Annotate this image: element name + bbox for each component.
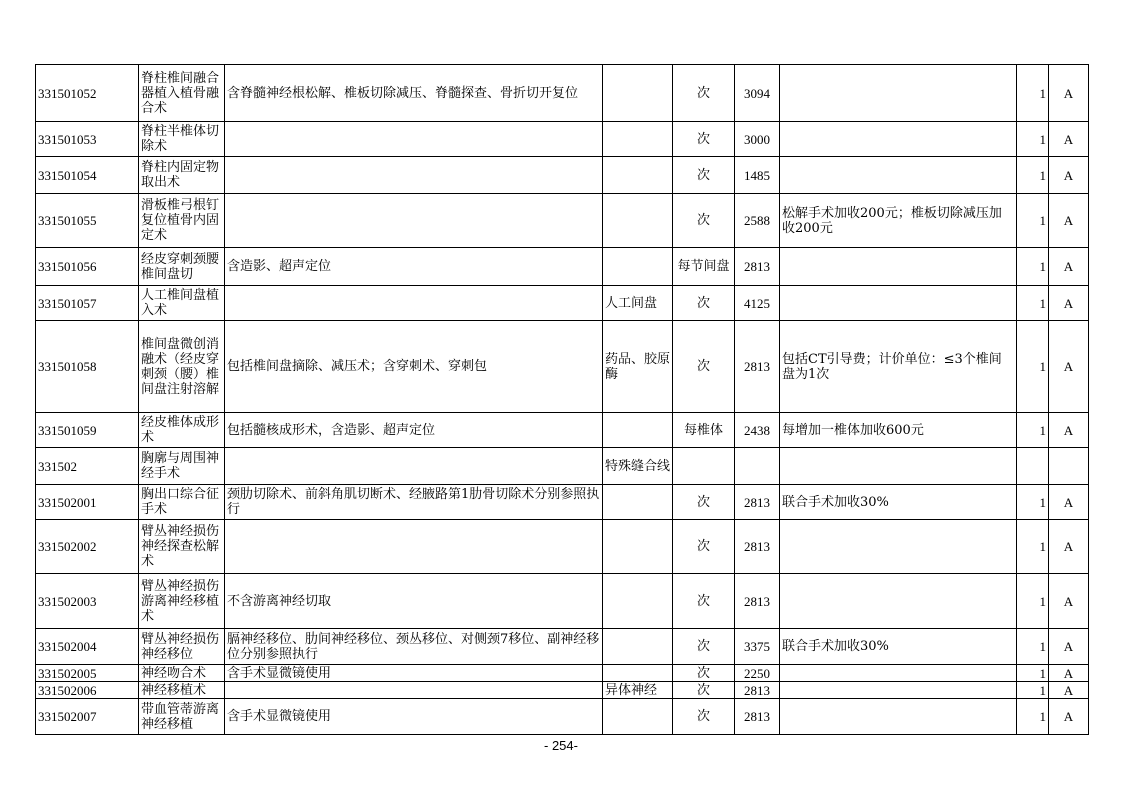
table-row [36,629,1089,665]
item-name: 脊柱半椎体切除术 [139,122,225,157]
item-unit: 次 [673,157,735,194]
item-unit: 次 [673,286,735,321]
item-number: 1 [1017,248,1049,286]
item-number: 1 [1017,122,1049,157]
item-excluded [603,699,673,735]
item-name: 脊柱内固定物取出术 [139,157,225,194]
item-note [780,665,1017,682]
item-excluded [603,413,673,448]
item-code: 331501055 [36,194,139,248]
item-unit: 次 [673,65,735,122]
table-row [36,699,1089,735]
item-code: 331501052 [36,65,139,122]
item-unit: 次 [673,321,735,413]
item-price: 2250 [735,665,780,682]
item-content: 含手术显微镜使用 [225,699,603,735]
item-price: 2813 [735,248,780,286]
item-code: 331502002 [36,520,139,574]
table-row [36,413,1089,448]
item-excluded [603,65,673,122]
item-code: 331501054 [36,157,139,194]
item-content [225,520,603,574]
item-excluded [603,520,673,574]
item-price: 1485 [735,157,780,194]
item-content: 含造影、超声定位 [225,248,603,286]
item-number: 1 [1017,485,1049,520]
item-class: A [1049,520,1089,574]
page-number: - 254- [544,738,578,753]
item-code: 331501053 [36,122,139,157]
item-price: 2813 [735,485,780,520]
item-name: 脊柱椎间融合器植入植骨融合术 [139,65,225,122]
item-content [225,122,603,157]
item-note [780,699,1017,735]
item-name: 臂丛神经损伤游离神经移植术 [139,574,225,629]
item-excluded [603,122,673,157]
table-row [36,485,1089,520]
table-row [36,194,1089,248]
item-note [780,248,1017,286]
item-price: 2813 [735,574,780,629]
item-price: 2438 [735,413,780,448]
item-note [780,448,1017,485]
item-price: 2813 [735,520,780,574]
item-name: 滑板椎弓根钉复位植骨内固定术 [139,194,225,248]
item-price [735,448,780,485]
item-note [780,574,1017,629]
item-content [225,286,603,321]
item-number: 1 [1017,682,1049,699]
item-note [780,122,1017,157]
item-class: A [1049,248,1089,286]
item-number: 1 [1017,520,1049,574]
item-price: 3094 [735,65,780,122]
item-note [780,65,1017,122]
item-code: 331501057 [36,286,139,321]
item-code: 331502005 [36,665,139,682]
item-excluded: 人工间盘 [603,286,673,321]
item-price: 3000 [735,122,780,157]
item-unit: 次 [673,194,735,248]
item-excluded: 特殊缝合线 [603,448,673,485]
item-unit [673,448,735,485]
item-unit: 次 [673,629,735,665]
item-content [225,194,603,248]
item-unit: 次 [673,520,735,574]
item-class: A [1049,682,1089,699]
item-name: 臂丛神经损伤神经移位 [139,629,225,665]
item-class: A [1049,65,1089,122]
table-row [36,157,1089,194]
table-row [36,286,1089,321]
item-content [225,682,603,699]
item-name: 经皮椎体成形术 [139,413,225,448]
item-code: 331501059 [36,413,139,448]
item-content: 包括椎间盘摘除、减压术；含穿刺术、穿刺包 [225,321,603,413]
item-code: 331502006 [36,682,139,699]
table-row [36,65,1089,122]
item-code: 331502004 [36,629,139,665]
item-price: 2813 [735,682,780,699]
item-number: 1 [1017,665,1049,682]
item-excluded [603,665,673,682]
item-number: 1 [1017,286,1049,321]
item-code: 331502003 [36,574,139,629]
table-row [36,122,1089,157]
item-note: 每增加一椎体加收600元 [780,413,1017,448]
item-class: A [1049,413,1089,448]
item-price: 3375 [735,629,780,665]
table-row [36,574,1089,629]
item-content: 包括髓核成形术，含造影、超声定位 [225,413,603,448]
item-name: 带血管蒂游离神经移植 [139,699,225,735]
item-note [780,157,1017,194]
item-number: 1 [1017,157,1049,194]
item-name: 胸廓与周围神经手术 [139,448,225,485]
item-number [1017,448,1049,485]
item-unit: 次 [673,485,735,520]
item-note [780,682,1017,699]
item-class: A [1049,157,1089,194]
item-price: 2813 [735,321,780,413]
item-number: 1 [1017,321,1049,413]
item-class: A [1049,286,1089,321]
item-content [225,157,603,194]
item-content: 膈神经移位、肋间神经移位、颈丛移位、对侧颈7移位、副神经移位分别参照执行 [225,629,603,665]
item-class: A [1049,122,1089,157]
item-class: A [1049,665,1089,682]
item-class [1049,448,1089,485]
item-price: 2588 [735,194,780,248]
item-unit: 次 [673,682,735,699]
item-unit: 次 [673,665,735,682]
item-class: A [1049,699,1089,735]
item-note: 联合手术加收30% [780,485,1017,520]
item-number: 1 [1017,699,1049,735]
item-price: 2813 [735,699,780,735]
item-number: 1 [1017,629,1049,665]
item-number: 1 [1017,65,1049,122]
item-note [780,286,1017,321]
table-row [36,321,1089,413]
item-class: A [1049,629,1089,665]
item-content [225,448,603,485]
item-unit: 次 [673,574,735,629]
item-content: 颈肋切除术、前斜角肌切断术、经腋路第1肋骨切除术分别参照执行 [225,485,603,520]
item-name: 胸出口综合征手术 [139,485,225,520]
item-note: 松解手术加收200元；椎板切除减压加收200元 [780,194,1017,248]
item-excluded [603,629,673,665]
table-row [36,248,1089,286]
item-class: A [1049,574,1089,629]
item-class: A [1049,485,1089,520]
item-unit: 每椎体 [673,413,735,448]
item-name: 臂丛神经损伤神经探查松解术 [139,520,225,574]
item-name: 椎间盘微创消融术（经皮穿刺颈（腰）椎间盘注射溶解 [139,321,225,413]
table-row [36,520,1089,574]
item-excluded [603,157,673,194]
table-row [36,665,1089,682]
item-name: 神经移植术 [139,682,225,699]
item-unit: 每节间盘 [673,248,735,286]
item-code: 331501056 [36,248,139,286]
item-unit: 次 [673,122,735,157]
item-note: 包括CT引导费；计价单位：≤3个椎间盘为1次 [780,321,1017,413]
table-row [36,448,1089,485]
item-code: 331502007 [36,699,139,735]
item-price: 4125 [735,286,780,321]
item-code: 331502001 [36,485,139,520]
item-number: 1 [1017,413,1049,448]
item-excluded [603,574,673,629]
item-note [780,520,1017,574]
item-code: 331501058 [36,321,139,413]
item-name: 人工椎间盘植入术 [139,286,225,321]
fee-schedule-table [35,64,1089,735]
item-content: 含脊髓神经根松解、椎板切除减压、脊髓探查、骨折切开复位 [225,65,603,122]
item-content: 不含游离神经切取 [225,574,603,629]
item-excluded [603,248,673,286]
item-excluded: 药品、胶原酶 [603,321,673,413]
item-number: 1 [1017,574,1049,629]
item-excluded [603,485,673,520]
table-row [36,682,1089,699]
item-code: 331502 [36,448,139,485]
item-note: 联合手术加收30% [780,629,1017,665]
item-class: A [1049,321,1089,413]
item-number: 1 [1017,194,1049,248]
item-content: 含手术显微镜使用 [225,665,603,682]
item-excluded: 异体神经 [603,682,673,699]
item-unit: 次 [673,699,735,735]
item-name: 神经吻合术 [139,665,225,682]
item-name: 经皮穿刺颈腰椎间盘切 [139,248,225,286]
item-excluded [603,194,673,248]
item-class: A [1049,194,1089,248]
